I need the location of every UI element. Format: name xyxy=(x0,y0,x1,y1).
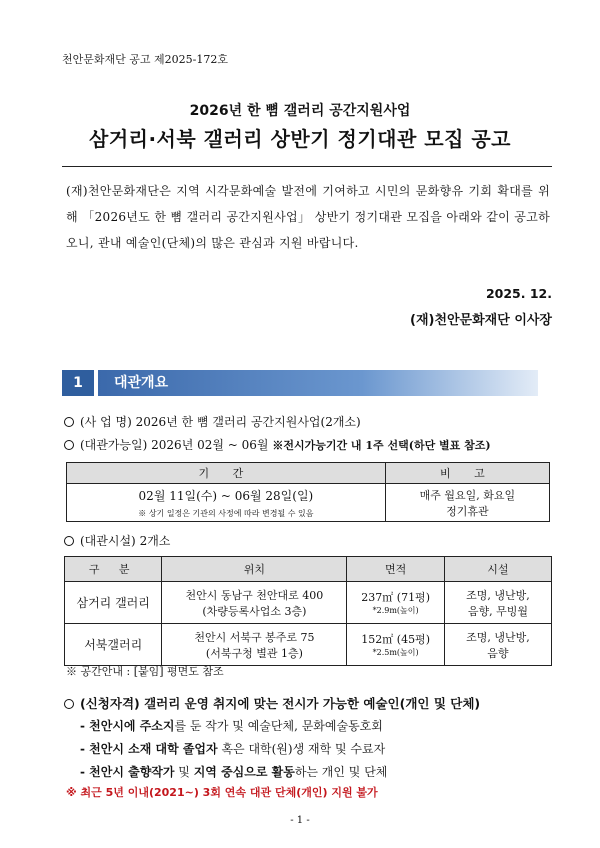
facility-line-1: 조명, 냉난방, xyxy=(466,630,530,644)
facility-line-1: 조명, 냉난방, xyxy=(466,588,530,602)
period-cell xyxy=(67,484,386,522)
row-name: 삼거리 갤러리 xyxy=(65,582,162,624)
page-subtitle: 2026년 한 뼘 갤러리 공간지원사업 xyxy=(189,103,411,119)
qualification-item xyxy=(64,694,480,712)
period-note: ※전시가능기간 내 1주 선택(하단 별표 참조) xyxy=(272,439,491,452)
dash-3-text-2: 하는 개인 및 단체 xyxy=(294,765,388,779)
circle-bullet-icon xyxy=(64,417,74,427)
title-divider xyxy=(62,166,552,167)
dash-1-text: 를 둔 작가 및 예술단체, 문화예술동호회 xyxy=(174,719,383,733)
qualification-dash-3 xyxy=(80,763,387,780)
remark-line-2: 정기휴관 xyxy=(446,504,489,518)
table-row xyxy=(65,624,552,666)
row-name: 서북갤러리 xyxy=(65,624,162,666)
period-text: 2026년 02월 ~ 06월 xyxy=(151,438,269,452)
col-header-location: 위치 xyxy=(162,557,347,582)
location-line-1: 천안시 서북구 봉주로 75 xyxy=(194,630,315,644)
intro-paragraph: (재)천안문화재단은 지역 시각문화예술 발전에 기여하고 시민의 문화향유 기회 확대를 위해 「2026년도 한 뼘 갤러리 공간지원사업」 상반기 정기대관 모집을 아래와 같이 공고하오니, 관내 예술인(단체)의 많은 관심과 지원 바랍니다. xyxy=(66,184,550,250)
facility-label: (대관시설) xyxy=(80,534,136,548)
facility-line-2: 음향 xyxy=(487,646,509,660)
qualification-dash-1 xyxy=(80,717,383,734)
table-row xyxy=(65,582,552,624)
remark-line-1: 매주 월요일, 화요일 xyxy=(419,488,516,502)
page-number: - 1 - xyxy=(290,815,310,826)
area-value: 152㎡ (45평) xyxy=(361,633,430,646)
remark-cell xyxy=(385,484,549,522)
qualification-label: (신청자격) xyxy=(80,696,140,711)
facility-table xyxy=(64,556,552,666)
dash-2-text: 혹은 대학(원)생 재학 및 수료자 xyxy=(217,742,386,756)
location-line-2: (차량등록사업소 3층) xyxy=(202,604,307,618)
project-name-item xyxy=(64,413,361,430)
table-header-period: 기 간 xyxy=(67,463,386,484)
circle-bullet-icon xyxy=(64,536,74,546)
dash-3-emphasis: - 천안시 출향작가 xyxy=(80,765,175,779)
dash-1-emphasis: - 천안시에 주소지 xyxy=(80,719,175,733)
period-cell-note: ※ 상기 일정은 기관의 사정에 따라 변경될 수 있음 xyxy=(138,508,314,518)
period-range: 02월 11일(수) ~ 06월 28일(일) xyxy=(138,488,314,503)
warning-note: ※ 최근 5년 이내(2021~) 3회 연속 대관 단체(개인) 지원 불가 xyxy=(66,786,378,799)
facility-line-2: 음향, 무빙월 xyxy=(467,604,528,618)
row-area xyxy=(347,624,444,666)
document-number: 천안문화재단 공고 제2025-172호 xyxy=(62,53,228,66)
location-line-2: (서북구청 별관 1층) xyxy=(205,646,303,660)
qualification-text: 갤러리 운영 취지에 맞는 전시가 가능한 예술인(개인 및 단체) xyxy=(144,696,481,711)
row-facility xyxy=(444,624,551,666)
rental-period-item xyxy=(64,436,491,453)
period-label: (대관가능일) xyxy=(80,438,148,452)
location-line-1: 천안시 동남구 천안대로 400 xyxy=(185,588,324,602)
project-label: (사 업 명) xyxy=(80,415,132,429)
section-title: 대관개요 xyxy=(98,370,538,396)
dash-2-emphasis: - 천안시 소재 대학 졸업자 xyxy=(80,742,218,756)
table-header-remark: 비 고 xyxy=(385,463,549,484)
section-header xyxy=(62,370,552,396)
section-number: 1 xyxy=(62,370,94,396)
row-location xyxy=(162,582,347,624)
col-header-category: 구 분 xyxy=(65,557,162,582)
col-header-facility: 시설 xyxy=(444,557,551,582)
row-facility xyxy=(444,582,551,624)
area-value: 237㎡ (71평) xyxy=(361,591,430,604)
page-title: 삼거리·서북 갤러리 상반기 정기대관 모집 공고 xyxy=(89,127,511,151)
facility-text: 2개소 xyxy=(139,534,171,548)
space-note: ※ 공간안내 : [붙임] 평면도 참조 xyxy=(66,665,224,678)
announcement-date: 2025. 12. xyxy=(485,286,552,301)
dash-3-emphasis-2: 지역 중심으로 활동 xyxy=(193,765,295,779)
rental-period-table xyxy=(66,462,550,522)
qualification-dash-2 xyxy=(80,740,385,757)
facility-item xyxy=(64,532,170,549)
project-text: 2026년 한 뼘 갤러리 공간지원사업(2개소) xyxy=(135,415,361,429)
organization-signature: (재)천안문화재단 이사장 xyxy=(410,313,552,328)
col-header-area: 면적 xyxy=(347,557,444,582)
row-area xyxy=(347,582,444,624)
dash-3-text: 및 xyxy=(174,765,194,779)
row-location xyxy=(162,624,347,666)
circle-bullet-icon xyxy=(64,699,74,709)
circle-bullet-icon xyxy=(64,440,74,450)
height-value: *2.9m(높이) xyxy=(372,606,419,615)
height-value: *2.5m(높이) xyxy=(372,648,419,657)
